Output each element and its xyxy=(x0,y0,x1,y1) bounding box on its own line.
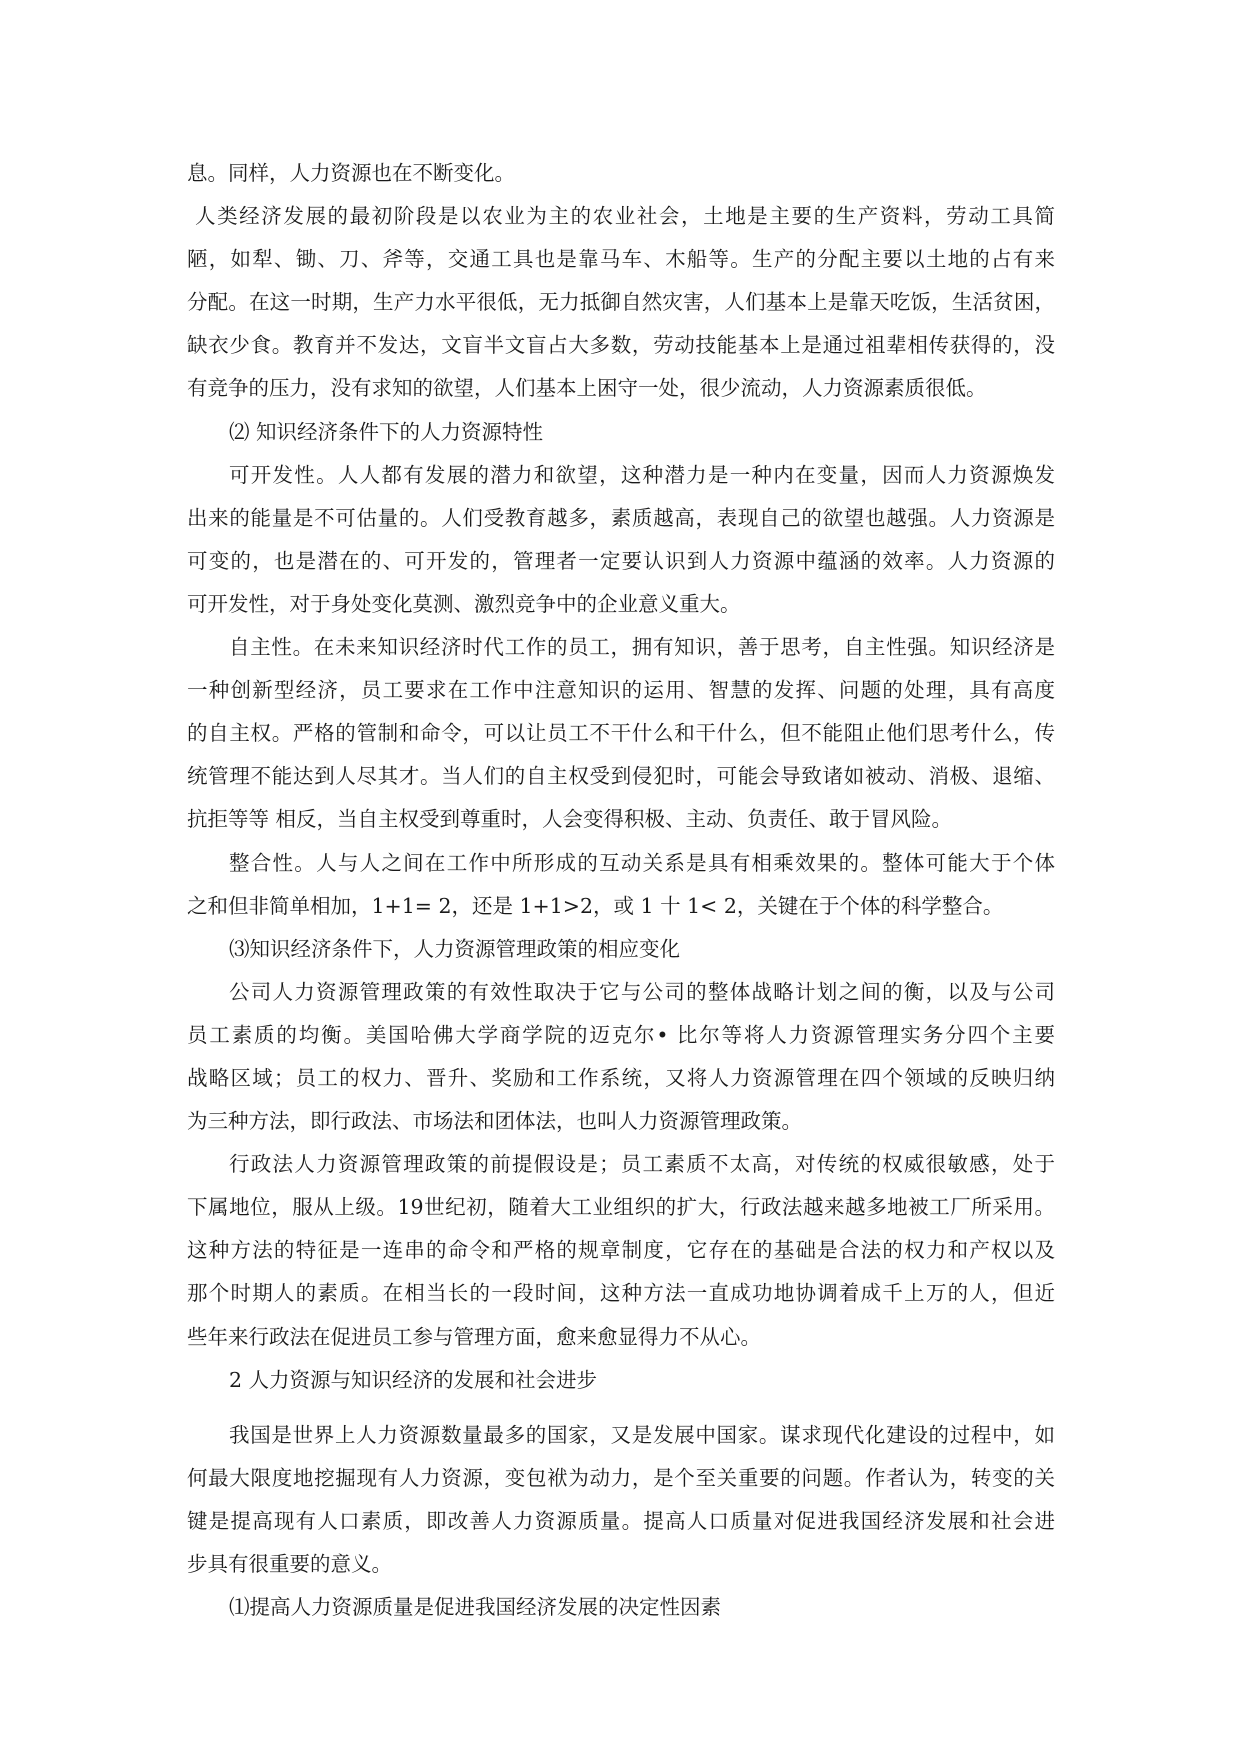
text-line: 出来的能量是不可估量的。人们受教育越多，素质越高，表现自己的欲望也越强。人力资源是 xyxy=(187,505,1055,530)
text-line: 战略区域；员工的权力、晋升、奖励和工作系统，又将人力资源管理在四个领域的反映归纳 xyxy=(187,1065,1055,1090)
text-line: 息。同样，人力资源也在不断变化。 xyxy=(187,161,515,185)
text-line: 人类经济发展的最初阶段是以农业为主的农业社会，土地是主要的生产资料，劳动工具简 xyxy=(195,204,1055,229)
section-heading: ⑶知识经济条件下，人力资源管理政策的相应变化 xyxy=(229,936,680,961)
text-line: 这种方法的特征是一连串的命令和严格的规章制度，它存在的基础是合法的权力和产权以及 xyxy=(187,1238,1055,1263)
text-line: 自主性。在未来知识经济时代工作的员工，拥有知识，善于思考，自主性强。知识经济是 xyxy=(229,635,1055,660)
text-line: 我国是世界上人力资源数量最多的国家，又是发展中国家。谋求现代化建设的过程中，如 xyxy=(229,1422,1055,1447)
section-heading: 2 人力资源与知识经济的发展和社会进步 xyxy=(229,1367,598,1392)
text-line: 可开发性。人人都有发展的潜力和欲望，这种潜力是一种内在变量，因而人力资源焕发 xyxy=(229,462,1055,487)
text-line: 键是提高现有人口素质，即改善人力资源质量。提高人口质量对促进我国经济发展和社会进 xyxy=(187,1508,1055,1533)
section-heading: ⑴提高人力资源质量是促进我国经济发展的决定性因素 xyxy=(229,1595,721,1620)
text-line: 何最大限度地挖掘现有人力资源，变包袱为动力，是个至关重要的问题。作者认为，转变的关 xyxy=(187,1465,1055,1490)
text-line: 可变的，也是潜在的、可开发的，管理者一定要认识到人力资源中蕴涵的效率。人力资源的 xyxy=(187,548,1055,573)
text-line: 有竞争的压力，没有求知的欲望，人们基本上困守一处，很少流动，人力资源素质很低。 xyxy=(187,376,987,401)
text-line: 步具有很重要的意义。 xyxy=(187,1552,392,1576)
text-line: 下属地位，服从上级。19世纪初，随着大工业组织的扩大，行政法越来越多地被工厂所采用。 xyxy=(187,1195,1055,1220)
text-line: 为三种方法，即行政法、市场法和团体法，也叫人力资源管理政策。 xyxy=(187,1109,802,1134)
text-line: 的自主权。严格的管制和命令，可以让员工不干什么和干什么，但不能阻止他们思考什么，传 xyxy=(187,721,1055,746)
text-line: 可开发性，对于身处变化莫测、激烈竞争中的企业意义重大。 xyxy=(187,591,741,616)
text-line: 一种创新型经济，员工要求在工作中注意知识的运用、智慧的发挥、问题的处理，具有高度 xyxy=(187,678,1055,703)
text-line: 行政法人力资源管理政策的前提假设是；员工素质不太高，对传统的权威很敏感，处于 xyxy=(229,1152,1055,1177)
text-line: 统管理不能达到人尽其才。当人们的自主权受到侵犯时，可能会导致诸如被动、消极、退缩、 xyxy=(187,764,1055,789)
text-line: 缺衣少食。教育并不发达，文盲半文盲占大多数，劳动技能基本上是通过祖辈相传获得的，没 xyxy=(187,333,1055,358)
document-page xyxy=(187,152,1055,1629)
text-line: 员工素质的均衡。美国哈佛大学商学院的迈克尔• 比尔等将人力资源管理实务分四个主要 xyxy=(187,1022,1055,1047)
section-heading: ⑵ 知识经济条件下的人力资源特性 xyxy=(229,419,544,444)
text-line: 分配。在这一时期，生产力水平很低，无力抵御自然灾害，人们基本上是靠天吃饭，生活贫困， xyxy=(187,290,1055,315)
text-line: 整合性。人与人之间在工作中所形成的互动关系是具有相乘效果的。整体可能大于个体 xyxy=(229,850,1055,875)
text-line: 陋，如犁、锄、刀、斧等，交通工具也是靠马车、木船等。生产的分配主要以土地的占有来 xyxy=(187,247,1055,272)
text-line: 公司人力资源管理政策的有效性取决于它与公司的整体战略计划之间的衡，以及与公司 xyxy=(229,979,1055,1004)
text-line: 些年来行政法在促进员工参与管理方面，愈来愈显得力不从心。 xyxy=(187,1324,761,1349)
paragraph-gap xyxy=(187,1402,1055,1414)
text-line: 抗拒等等 相反，当自主权受到尊重时，人会变得积极、主动、负责任、敢于冒风险。 xyxy=(187,807,953,832)
text-line: 之和但非简单相加，1+1= 2，还是 1+1>2，或 1 十 1< 2，关键在于个体的科学整合。 xyxy=(187,893,1004,918)
text-line: 那个时期人的素质。在相当长的一段时间，这种方法一直成功地协调着成千上万的人，但近 xyxy=(187,1281,1055,1306)
